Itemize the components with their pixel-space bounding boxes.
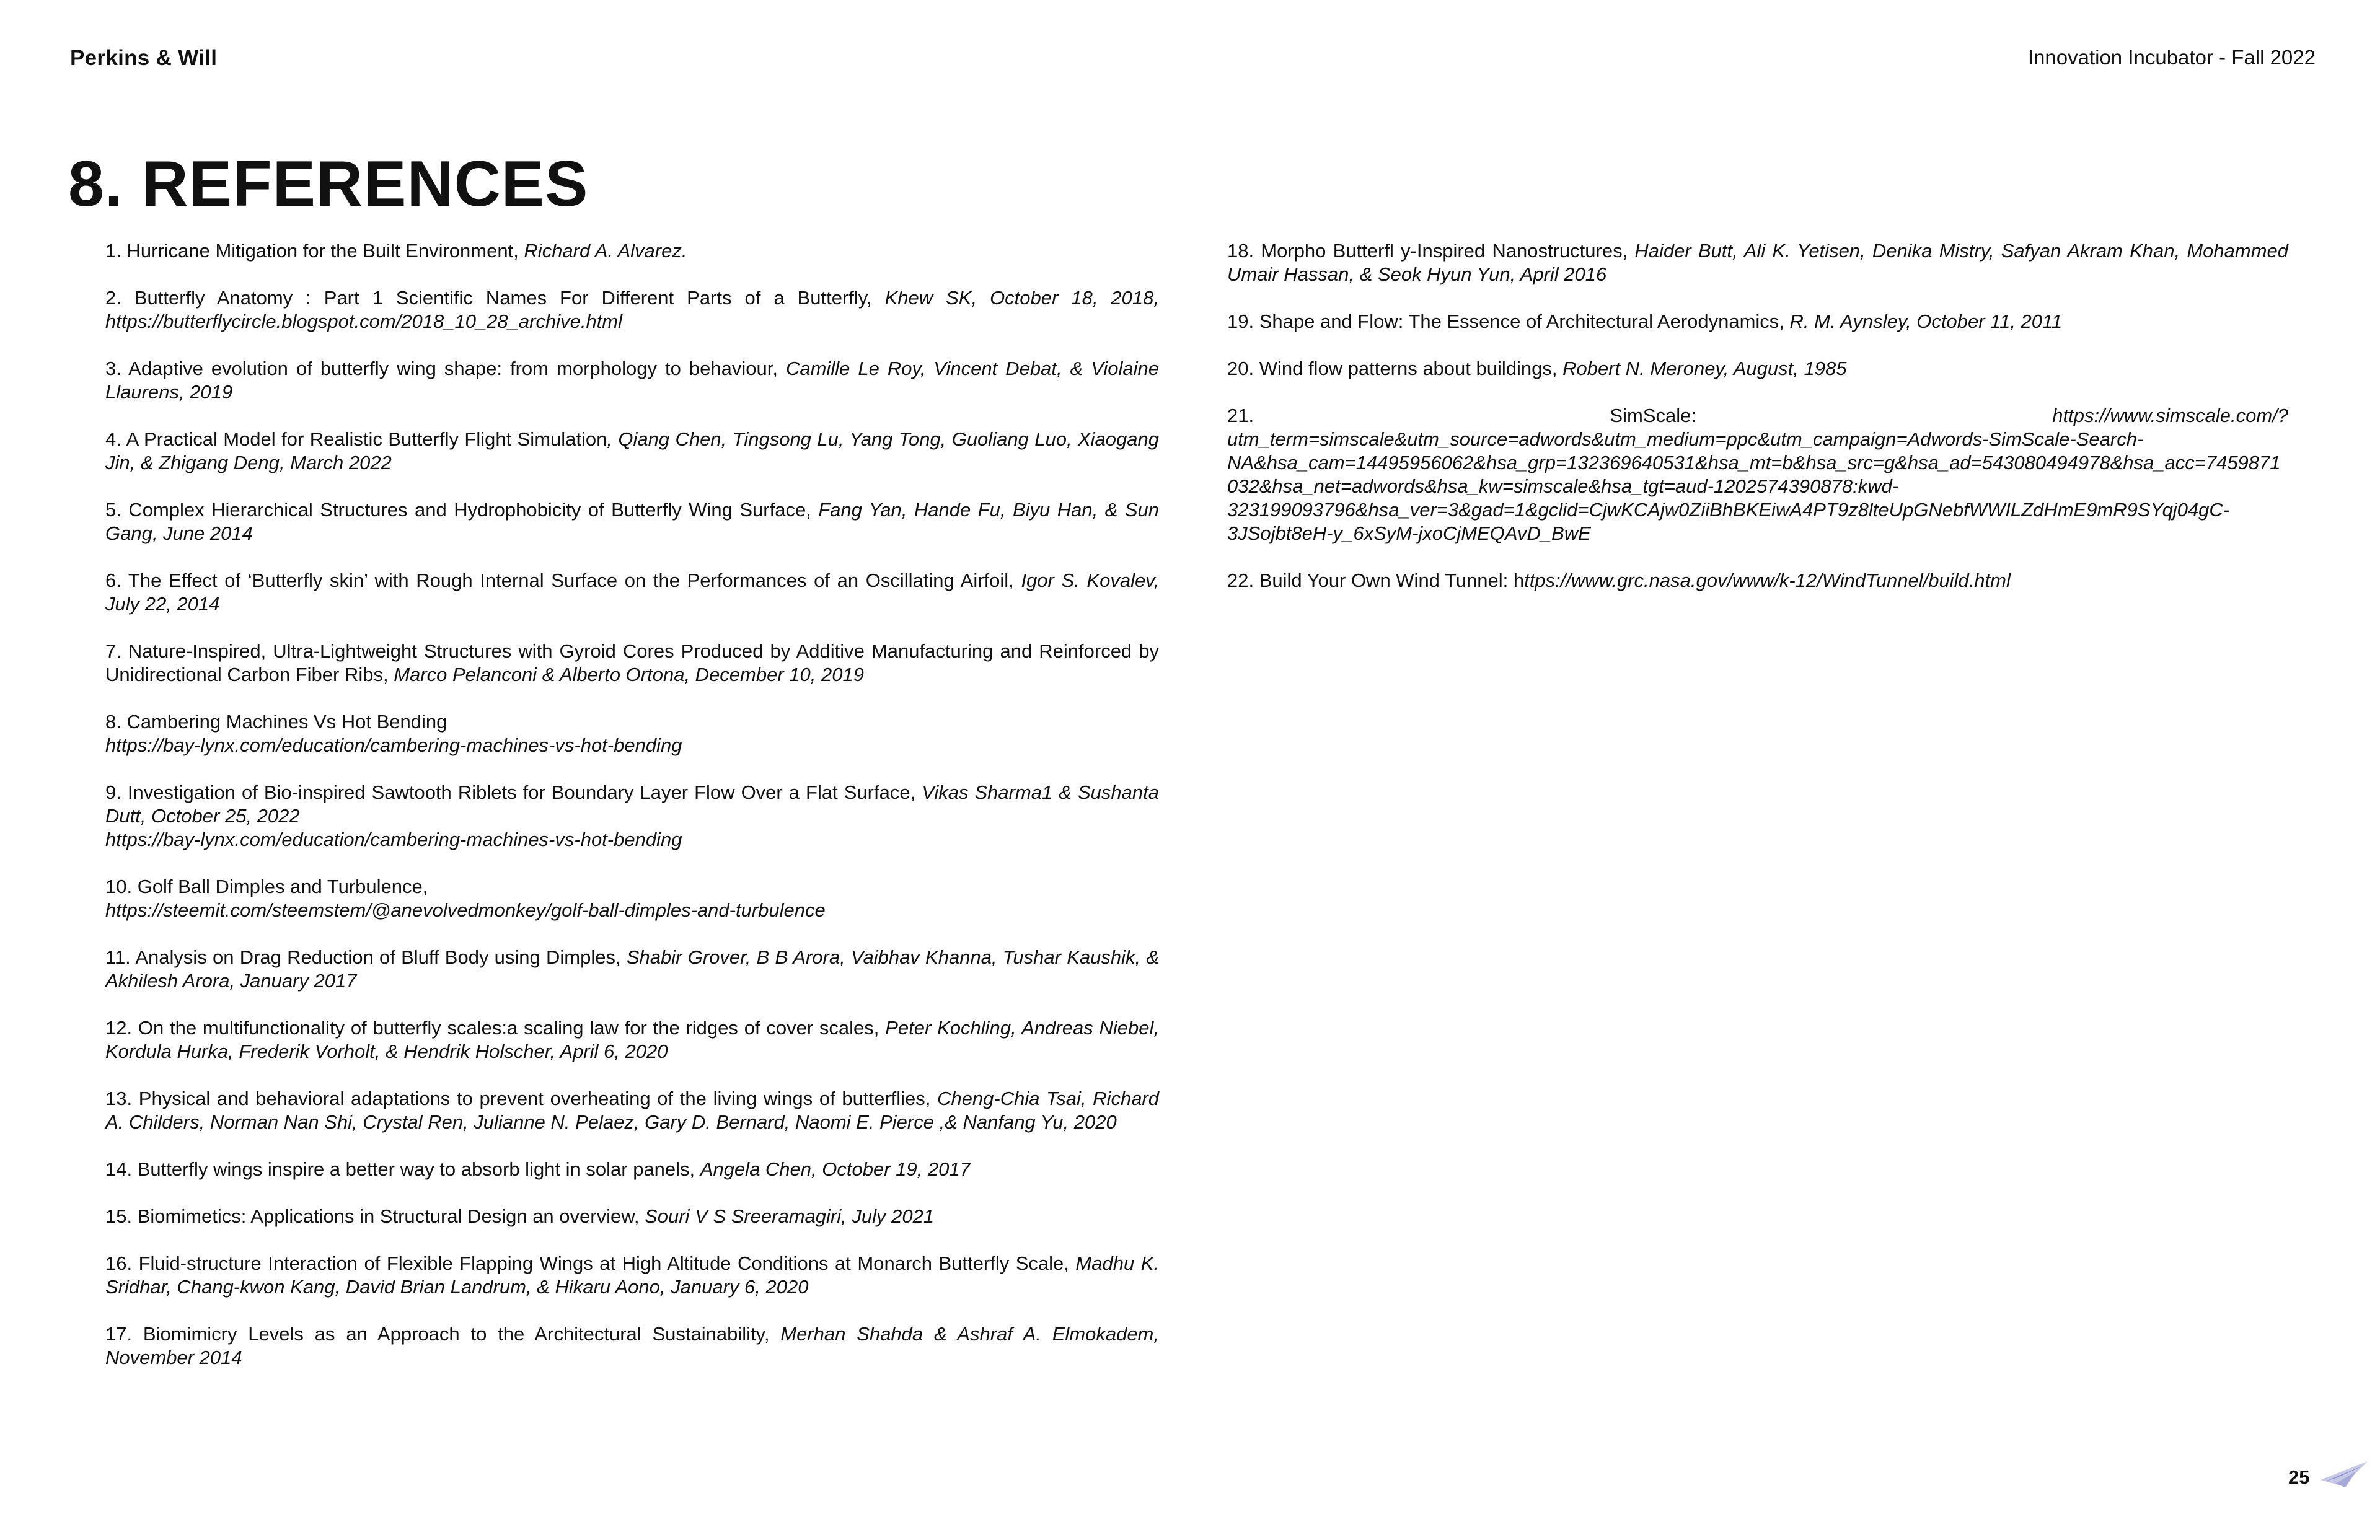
reference-title: 10. Golf Ball Dimples and Turbulence,	[105, 876, 428, 897]
reference-title: 15. Biomimetics: Applications in Structural Design an overview,	[105, 1205, 645, 1227]
reference-item	[105, 498, 1159, 545]
references-left-column	[105, 239, 1159, 1393]
header-firm-name: Perkins & Will	[70, 46, 218, 70]
reference-item	[105, 710, 1159, 757]
reference-title: 18. Morpho Butterfl y-Inspired Nanostructures,	[1227, 240, 1635, 262]
page-number: 25	[2288, 1466, 2310, 1488]
reference-title: 5. Complex Hierarchical Structures and Hydrophobicity of Butterfly Wing Surface,	[105, 499, 819, 521]
reference-authors: Angela Chen, October 19, 2017	[700, 1158, 971, 1180]
reference-title: 7. Nature-Inspired, Ultra-Lightweight Structures with Gyroid Cores Produced by Additive Manufacturing and Reinforced by Unidirectional Carbon Fiber Ribs,	[105, 640, 1159, 685]
reference-url[interactable]: https://bay-lynx.com/education/cambering-machines-vs-hot-bending	[105, 829, 682, 850]
reference-title: 6. The Effect of ‘Butterfly skin’ with Rough Internal Surface on the Performances of an Oscillating Airfoil,	[105, 570, 1021, 591]
reference-title: 19. Shape and Flow: The Essence of Architectural Aerodynamics,	[1227, 310, 1790, 332]
reference-item	[105, 640, 1159, 687]
reference-title: 22. Build Your Own Wind Tunnel: h	[1227, 570, 1525, 591]
reference-item	[105, 1322, 1159, 1370]
reference-item	[105, 239, 1159, 263]
reference-title: 4. A Practical Model for Realistic Butterfly Flight Simulation	[105, 428, 607, 450]
reference-authors: Vikas Sharma1 & Sushanta Dutt, October 25, 2022	[105, 781, 1159, 827]
reference-title: 8. Cambering Machines Vs Hot Bending	[105, 711, 447, 733]
perkins-will-logo-icon	[2319, 1459, 2369, 1490]
reference-item	[105, 428, 1159, 475]
reference-item	[105, 781, 1159, 851]
reference-title: 16. Fluid-structure Interaction of Flexible Flapping Wings at High Altitude Conditions at Monarch Butterfly Scale,	[105, 1252, 1076, 1274]
reference-item	[1227, 310, 2288, 333]
header-program-name: Innovation Incubator - Fall 2022	[2027, 46, 2316, 69]
reference-item	[105, 1016, 1159, 1063]
reference-authors: Shabir Grover, B B Arora, Vaibhav Khanna, Tushar Kaushik, & Akhilesh Arora, January 2017	[105, 946, 1160, 992]
reference-authors: Khew SK, October 18, 2018, https://butterflycircle.blogspot.com/2018_10_28_archive.html	[105, 287, 1159, 332]
reference-item	[105, 286, 1159, 333]
reference-authors: , Qiang Chen, Tingsong Lu, Yang Tong, Guoliang Luo, Xiaogang Jin, & Zhigang Deng, March 2022	[105, 428, 1159, 473]
reference-title: 9. Investigation of Bio-inspired Sawtooth Riblets for Boundary Layer Flow Over a Flat Surface,	[105, 781, 922, 803]
reference-title: 1. Hurricane Mitigation for the Built Environment,	[105, 240, 524, 262]
reference-title: 21. SimScale:	[1227, 405, 2053, 426]
reference-authors: Merhan Shahda & Ashraf A. Elmokadem, November 2014	[105, 1323, 1159, 1368]
reference-authors: Haider Butt, Ali K. Yetisen, Denika Mistry, Safyan Akram Khan, Mohammed Umair Hassan, & Seok Hyun Yun, April 2016	[1227, 240, 2288, 285]
reference-title: 17. Biomimicry Levels as an Approach to the Architectural Sustainability,	[105, 1323, 781, 1345]
reference-url[interactable]: https://steemit.com/steemstem/@anevolvedmonkey/golf-ball-dimples-and-turbulence	[105, 899, 826, 921]
reference-item	[1227, 404, 2288, 545]
reference-authors: Souri V S Sreeramagiri, July 2021	[645, 1205, 935, 1227]
reference-item	[105, 357, 1159, 404]
reference-authors: Marco Pelanconi & Alberto Ortona, December 10, 2019	[394, 664, 864, 685]
reference-title: 14. Butterfly wings inspire a better way to absorb light in solar panels,	[105, 1158, 700, 1180]
reference-item	[105, 1087, 1159, 1134]
reference-item	[105, 569, 1159, 616]
reference-authors: Madhu K. Sridhar, Chang-kwon Kang, David Brian Landrum, & Hikaru Aono, January 6, 2020	[105, 1252, 1159, 1298]
reference-title: 3. Adaptive evolution of butterfly wing shape: from morphology to behaviour,	[105, 358, 786, 379]
reference-url[interactable]: https://www.simscale.com/?utm_term=simscale&utm_source=adwords&utm_medium=ppc&utm_campaign=Adwords-SimScale-Search-NA&hsa_cam=14495956062&hsa_grp=132369640531&hsa_mt=b&hsa_src=g&hsa_ad=543080494978&hsa_acc=7459871032&hsa_net=adwords&hsa_kw=simscale&hsa_tgt=aud-1202574390878:kwd-323199093796&hsa_ver=3&gad=1&gclid=CjwKCAjw0ZiiBhBKEiwA4PT9z8lteUpGNebfWWILZdHmE9mR9SYqj04gC-3JSojbt8eH-y_6xSyM-jxoCjMEQAvD_BwE	[1227, 405, 2288, 544]
reference-title: 2. Butterfly Anatomy : Part 1 Scientific Names For Different Parts of a Butterfly,	[105, 287, 885, 309]
reference-authors: R. M. Aynsley, October 11, 2011	[1789, 310, 2063, 332]
reference-authors: Peter Kochling, Andreas Niebel, Kordula Hurka, Frederik Vorholt, & Hendrik Holscher, April 6, 2020	[105, 1017, 1159, 1062]
reference-authors: Igor S. Kovalev, July 22, 2014	[105, 570, 1160, 615]
reference-item	[1227, 239, 2288, 286]
reference-title: 13. Physical and behavioral adaptations to prevent overheating of the living wings of butterflies,	[105, 1088, 938, 1109]
reference-title: 11. Analysis on Drag Reduction of Bluff Body using Dimples,	[105, 946, 627, 968]
reference-authors: Camille Le Roy, Vincent Debat, & Violaine Llaurens, 2019	[105, 358, 1159, 403]
reference-authors: Robert N. Meroney, August, 1985	[1562, 358, 1847, 379]
reference-item	[105, 1205, 1159, 1228]
page-title: 8. REFERENCES	[68, 148, 589, 220]
reference-item	[105, 875, 1159, 922]
reference-url[interactable]: https://bay-lynx.com/education/cambering-machines-vs-hot-bending	[105, 734, 682, 756]
reference-url[interactable]: ttps://www.grc.nasa.gov/www/k-12/WindTunnel/build.html	[1524, 570, 2011, 591]
references-right-column	[1227, 239, 2288, 616]
reference-authors: Cheng-Chia Tsai, Richard A. Childers, Norman Nan Shi, Crystal Ren, Julianne N. Pelaez, Gary D. Bernard, Naomi E. Pierce ,& Nanfang Yu, 2020	[105, 1088, 1159, 1133]
reference-item	[105, 1252, 1159, 1299]
reference-title: 12. On the multifunctionality of butterfly scales:a scaling law for the ridges of cover scales,	[105, 1017, 886, 1039]
reference-item	[1227, 357, 2288, 381]
reference-title: 20. Wind flow patterns about buildings,	[1227, 358, 1563, 379]
reference-authors: Fang Yan, Hande Fu, Biyu Han, & Sun Gang, June 2014	[105, 499, 1159, 544]
reference-item	[1227, 569, 2288, 592]
reference-authors: Richard A. Alvarez.	[524, 240, 687, 262]
reference-item	[105, 946, 1159, 993]
reference-item	[105, 1158, 1159, 1181]
